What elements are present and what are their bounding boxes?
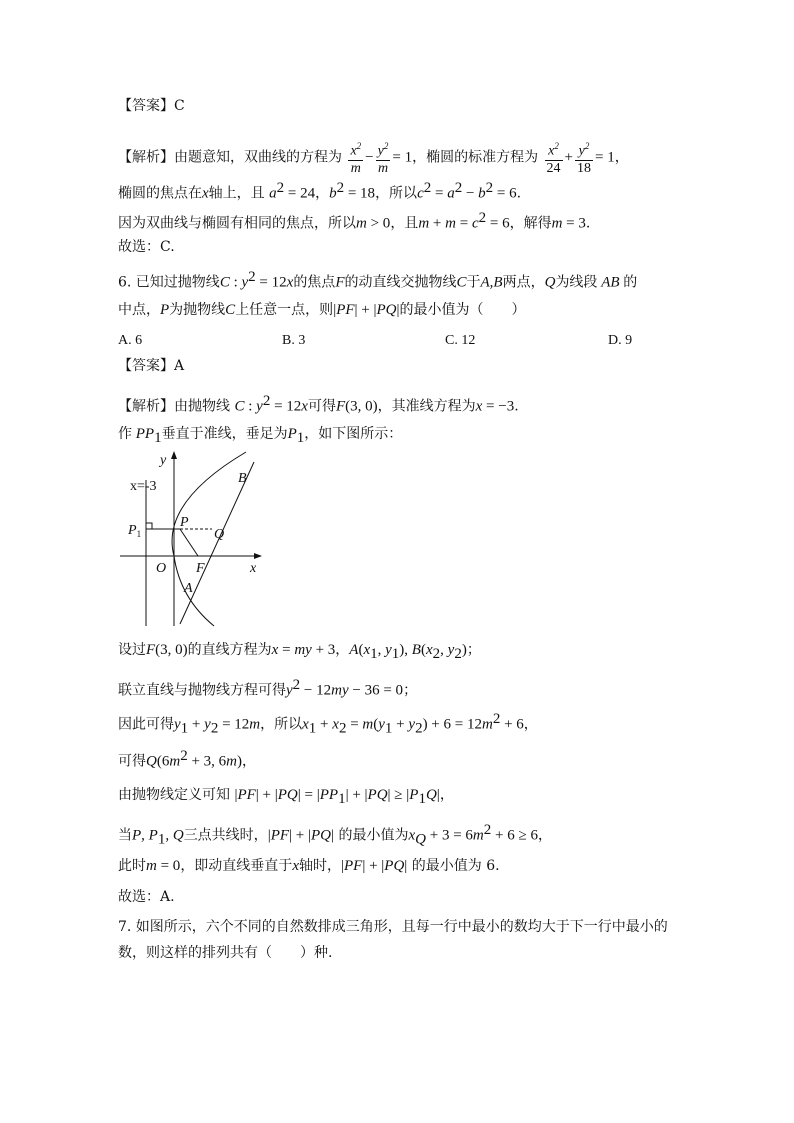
directrix-label: x=-3 — [130, 479, 157, 494]
q7-stem-line2: 数，则这样的排列共有（ ）种. — [118, 945, 333, 961]
option-b: B. 3 — [282, 333, 306, 348]
a-label: A — [184, 581, 193, 596]
analysis-label: 【解析】 — [118, 149, 174, 166]
y-label: y — [160, 453, 167, 468]
option-d: D. 9 — [608, 333, 633, 348]
q6-stem-line1: 6. 已知过抛物线C : $y^2 = 12x$的焦点F的动直线交抛物线C于A,B两点，Q为线段 AB 的 — [118, 269, 638, 291]
q5-foci-line: 椭圆的焦点在x轴上，且 $a^2 = 24$，$b^2 = 18$，所以$c^2 = a^2 - b^2 = 6$. — [118, 180, 522, 202]
q6-analysis-line8: 当P, $P_1$, Q三点共线时，|PF| + |PQ| 的最小值为$x_Q + 3 = 6m^2 + 6 \ge 6$， — [118, 822, 552, 848]
q6-stem-line2: 中点，P为抛物线C上任意一点，则|PF| + |PQ|的最小值为（ ） — [118, 302, 526, 318]
q5-reason-line: 因为双曲线与椭圆有相同的焦点，所以m > 0，且$m + m = c^2 = 6$，解得m = 3. — [118, 210, 591, 232]
q6-choose: 故选：A. — [118, 889, 175, 905]
f-label: F — [196, 561, 205, 576]
formula: $\frac{x^2}{24}$ — [545, 138, 563, 177]
q6-analysis-line2: 作 $PP_1$垂直于准线，垂足为$P_1$，如下图所示： — [118, 426, 403, 446]
q5-choose: 故选：C. — [118, 239, 175, 255]
q6-analysis-line6: 可得$Q(6m^2 + 3$, 6m)， — [118, 748, 256, 770]
q7-stem-line1: 7. 如图所示，六个不同的自然数排成三角形，且每一行中最小的数均大于下一行中最小的 — [118, 919, 668, 935]
option-c: C. 12 — [445, 333, 476, 348]
q6-analysis-line7: 由抛物线定义可知 $|PF| + |PQ| = |PP_1| + |PQ| \ge |P_1Q|$， — [118, 787, 454, 807]
q6-analysis-line9: 此时m = 0，即动直线垂直于x轴时，|PF| + |PQ| 的最小值为 6. — [118, 858, 500, 874]
q6-analysis-line1: 【解析】由抛物线 C : $y^2 = 12x$可得F(3, 0)，其准线方程为x = −3. — [118, 393, 519, 415]
q5-answer: 【答案】C — [118, 98, 185, 114]
b-label: B — [238, 471, 247, 486]
q6-answer: 【答案】A — [118, 358, 185, 374]
chord-ab — [180, 462, 254, 624]
option-a: A. 6 — [118, 333, 143, 348]
y-axis-arrow — [171, 451, 177, 459]
formula: $\frac{x^2}{m}$ — [348, 138, 363, 177]
o-label: O — [156, 561, 167, 576]
x-label: x — [250, 561, 257, 576]
p-label: P — [180, 515, 189, 530]
parabola-curve — [172, 452, 246, 626]
formula: $\frac{y^2}{18}$ — [575, 138, 593, 177]
parabola-figure — [110, 448, 270, 630]
q6-analysis-line5: 因此可得$y_1 + y_2 = 12m$，所以$x_1 + x_2 = m(y_1 + y_2) + 6 = 12m^2 + 6$， — [118, 711, 538, 737]
segment-pf — [180, 529, 198, 556]
q5-analysis-line: 【解析】由题意知，双曲线的方程为 $\frac{x^2}{m}$ − $\frac{y^2}{m}$ = 1，椭圆的标准方程为 $\frac{x^2}{24}$ + $\frac{y^2}{18}$ = 1， — [118, 138, 629, 177]
q6-analysis-line4: 联立直线与抛物线方程可得$y^2 - 12my - 36 = 0$； — [118, 677, 418, 699]
q-label: Q — [214, 527, 225, 542]
formula: $\frac{y^2}{m}$ — [376, 138, 391, 177]
p1-label: $P_1$ — [128, 523, 142, 539]
q6-analysis-line3: 设过F(3, 0)的直线方程为x = my + 3，$A(x_1$, $y_1$), $B(x_2$, $y_2$)； — [118, 642, 481, 662]
x-axis-arrow — [254, 553, 262, 559]
right-angle-mark — [146, 523, 152, 529]
